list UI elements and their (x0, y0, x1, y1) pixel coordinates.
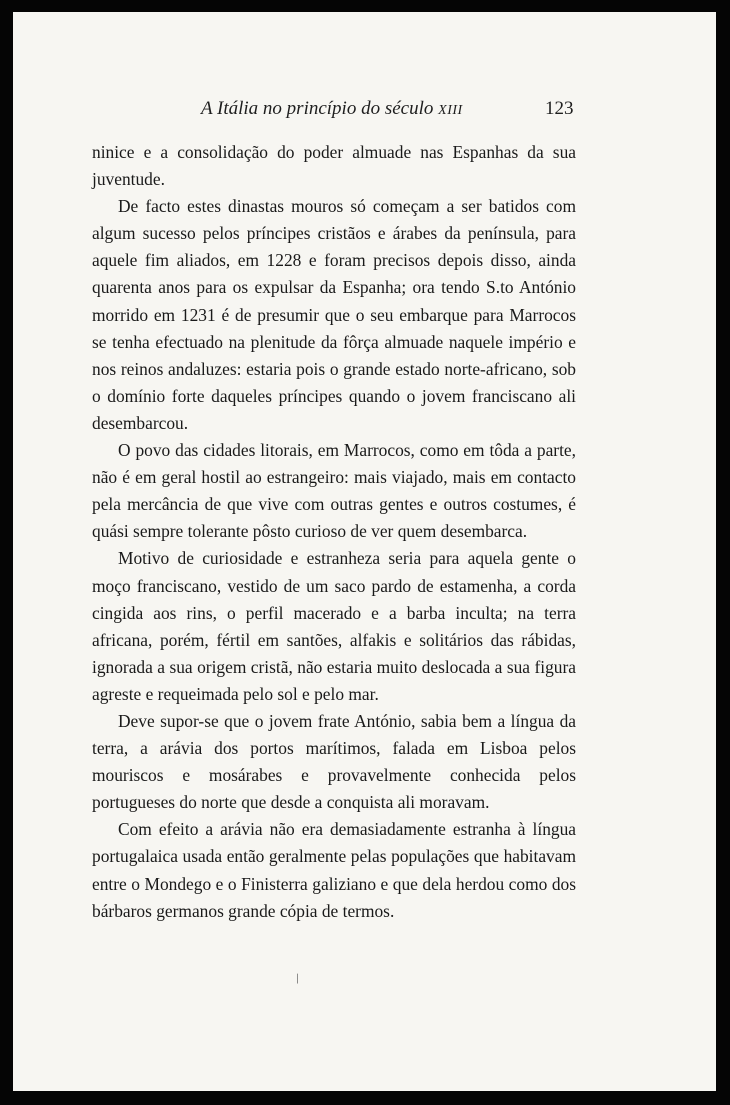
page-header (13, 98, 716, 128)
running-title-main: A Itália no princípio do século (201, 98, 434, 119)
running-title-century: XIII (438, 103, 463, 118)
running-title (201, 98, 463, 120)
paragraph: De facto estes dinastas mouros só começam a ser batidos com algum sucesso pelos príncipes cristãos e árabes da península, para aquele fim aliados, em 1228 e foram precisos depois disso, ainda quarenta anos para os expulsar da Espanha; ora tendo S.to António morrido em 1231 é de presumir que o seu embarque para Marrocos se tenha efectuado na plenitude da fôrça almuade naquele império e nos reinos andaluzes: estaria pois o grande estado norte-africano, sob o domínio forte daqueles príncipes quando o jovem franciscano ali desembarcou. (92, 196, 576, 433)
body-text (92, 139, 576, 925)
paragraph: ninice e a consolidação do poder almuade nas Espanhas da sua juventude. (92, 142, 576, 190)
stray-pencil-mark: / (293, 971, 303, 988)
paragraph: Motivo de curiosidade e estranheza seria para aquela gente o moço franciscano, vestido de um saco pardo de estamenha, a corda cingida aos rins, o perfil macerado e a barba inculta; na terra africana, porém, fértil em santões, alfakis e solitários das rábidas, ignorada a sua origem cristã, não estaria muito deslocada a sua figura agreste e requeimada pelo sol e pelo mar. (92, 548, 576, 704)
page-number: 123 (545, 98, 574, 119)
book-page (13, 12, 716, 1091)
paragraph: O povo das cidades litorais, em Marrocos, como em tôda a parte, não é em geral hostil ao estrangeiro: mais viajado, mais em contacto pela mercância de que vive com outras gentes e outros costumes, é quási sempre tolerante pôsto curioso de ver quem desembarca. (92, 440, 576, 542)
paragraph: Deve supor-se que o jovem frate António, sabia bem a língua da terra, a arávia dos portos marítimos, falada em Lisboa pelos mouriscos e mosárabes e provavelmente conhecida pelos portugueses do norte que desde a conquista ali moravam. (92, 710, 576, 813)
paragraph: Com efeito a arávia não era demasiadamente estranha à língua portugalaica usada então geralmente pelas populações que habitavam entre o Mondego e o Finisterra galiziano e que dela herdou como dos bárbaros germanos grande cópia de termos. (92, 819, 576, 921)
